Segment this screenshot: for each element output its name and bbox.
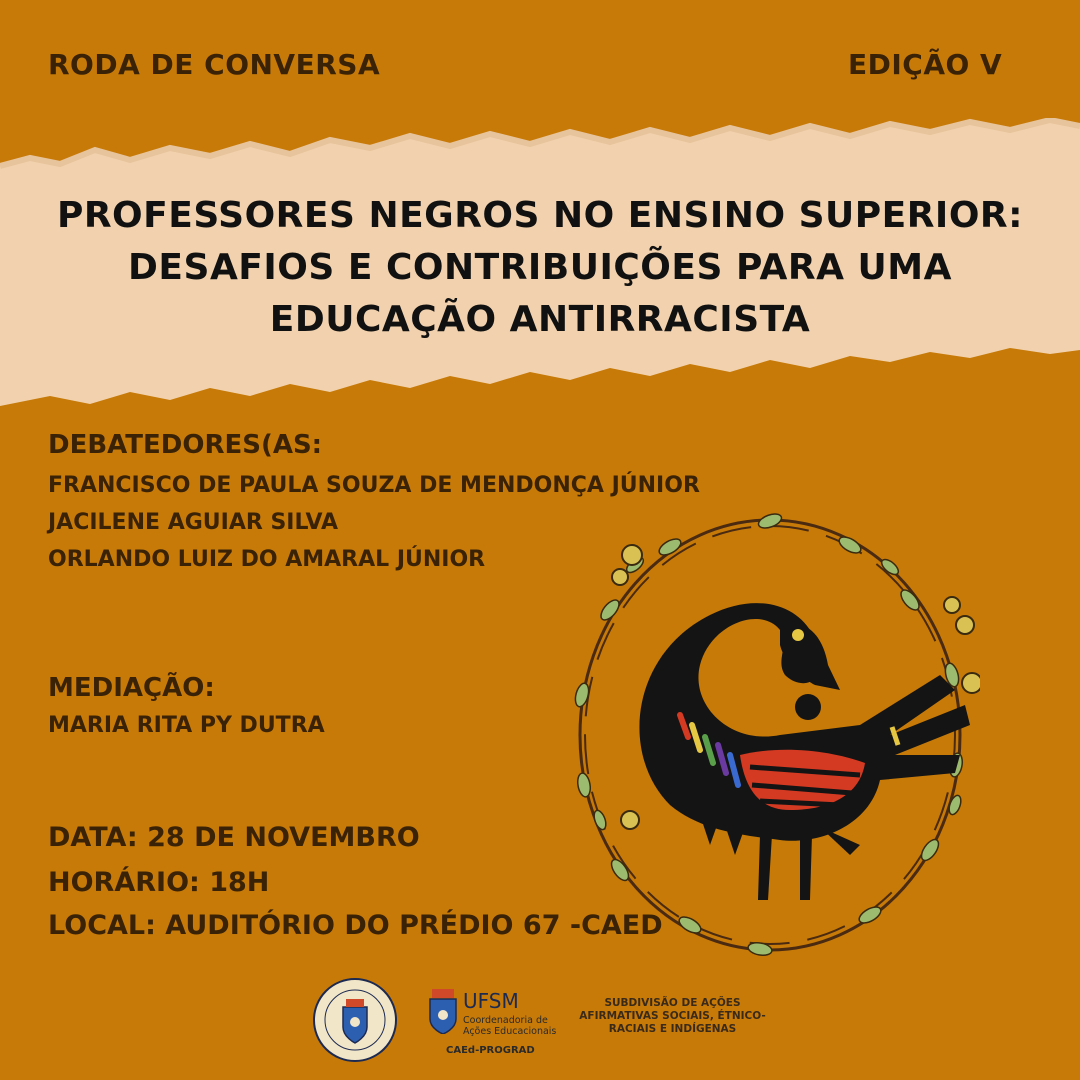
caed-label: CAEd-PROGRAD [446,1045,535,1056]
subdivision-label: SUBDIVISÃO DE AÇÕES AFIRMATIVAS SOCIAIS, ÉTNICO- RACIAIS E INDÍGENAS [579,997,766,1035]
debater-name: JACILENE AGUIAR SILVA [48,510,339,535]
edition-label: EDIÇÃO V [848,48,1003,81]
headline-line-1: PROFESSORES NEGROS NO ENSINO SUPERIOR: [56,195,1024,236]
ufsm-seal-logo [310,975,400,1065]
event-headline [40,190,1040,346]
event-time: HORÁRIO: 18H [48,867,270,898]
debater-name: ORLANDO LUIZ DO AMARAL JÚNIOR [48,547,486,572]
debaters-title: DEBATEDORES(AS: [48,430,323,460]
headline-line-3: EDUCAÇÃO ANTIRRACISTA [269,299,811,340]
ufsm-shield-icon [428,989,458,1034]
caed-logo [428,985,578,1065]
sankofa-bird-illustration [560,505,980,965]
ufsm-wordmark: UFSM [463,989,519,1013]
event-type-label: RODA DE CONVERSA [48,48,381,81]
mediation-title: MEDIAÇÃO: [48,673,215,703]
event-location: LOCAL: AUDITÓRIO DO PRÉDIO 67 -CAED [48,910,663,941]
headline-line-2: DESAFIOS E CONTRIBUIÇÕES PARA UMA [128,247,952,288]
mediator-name: MARIA RITA PY DUTRA [48,713,325,738]
coordination-name: Coordenadoria de Ações Educacionais [463,1015,557,1037]
debater-name: FRANCISCO DE PAULA SOUZA DE MENDONÇA JÚNIOR [48,473,700,498]
logos-footer [310,975,780,1065]
event-date: DATA: 28 DE NOVEMBRO [48,822,420,853]
